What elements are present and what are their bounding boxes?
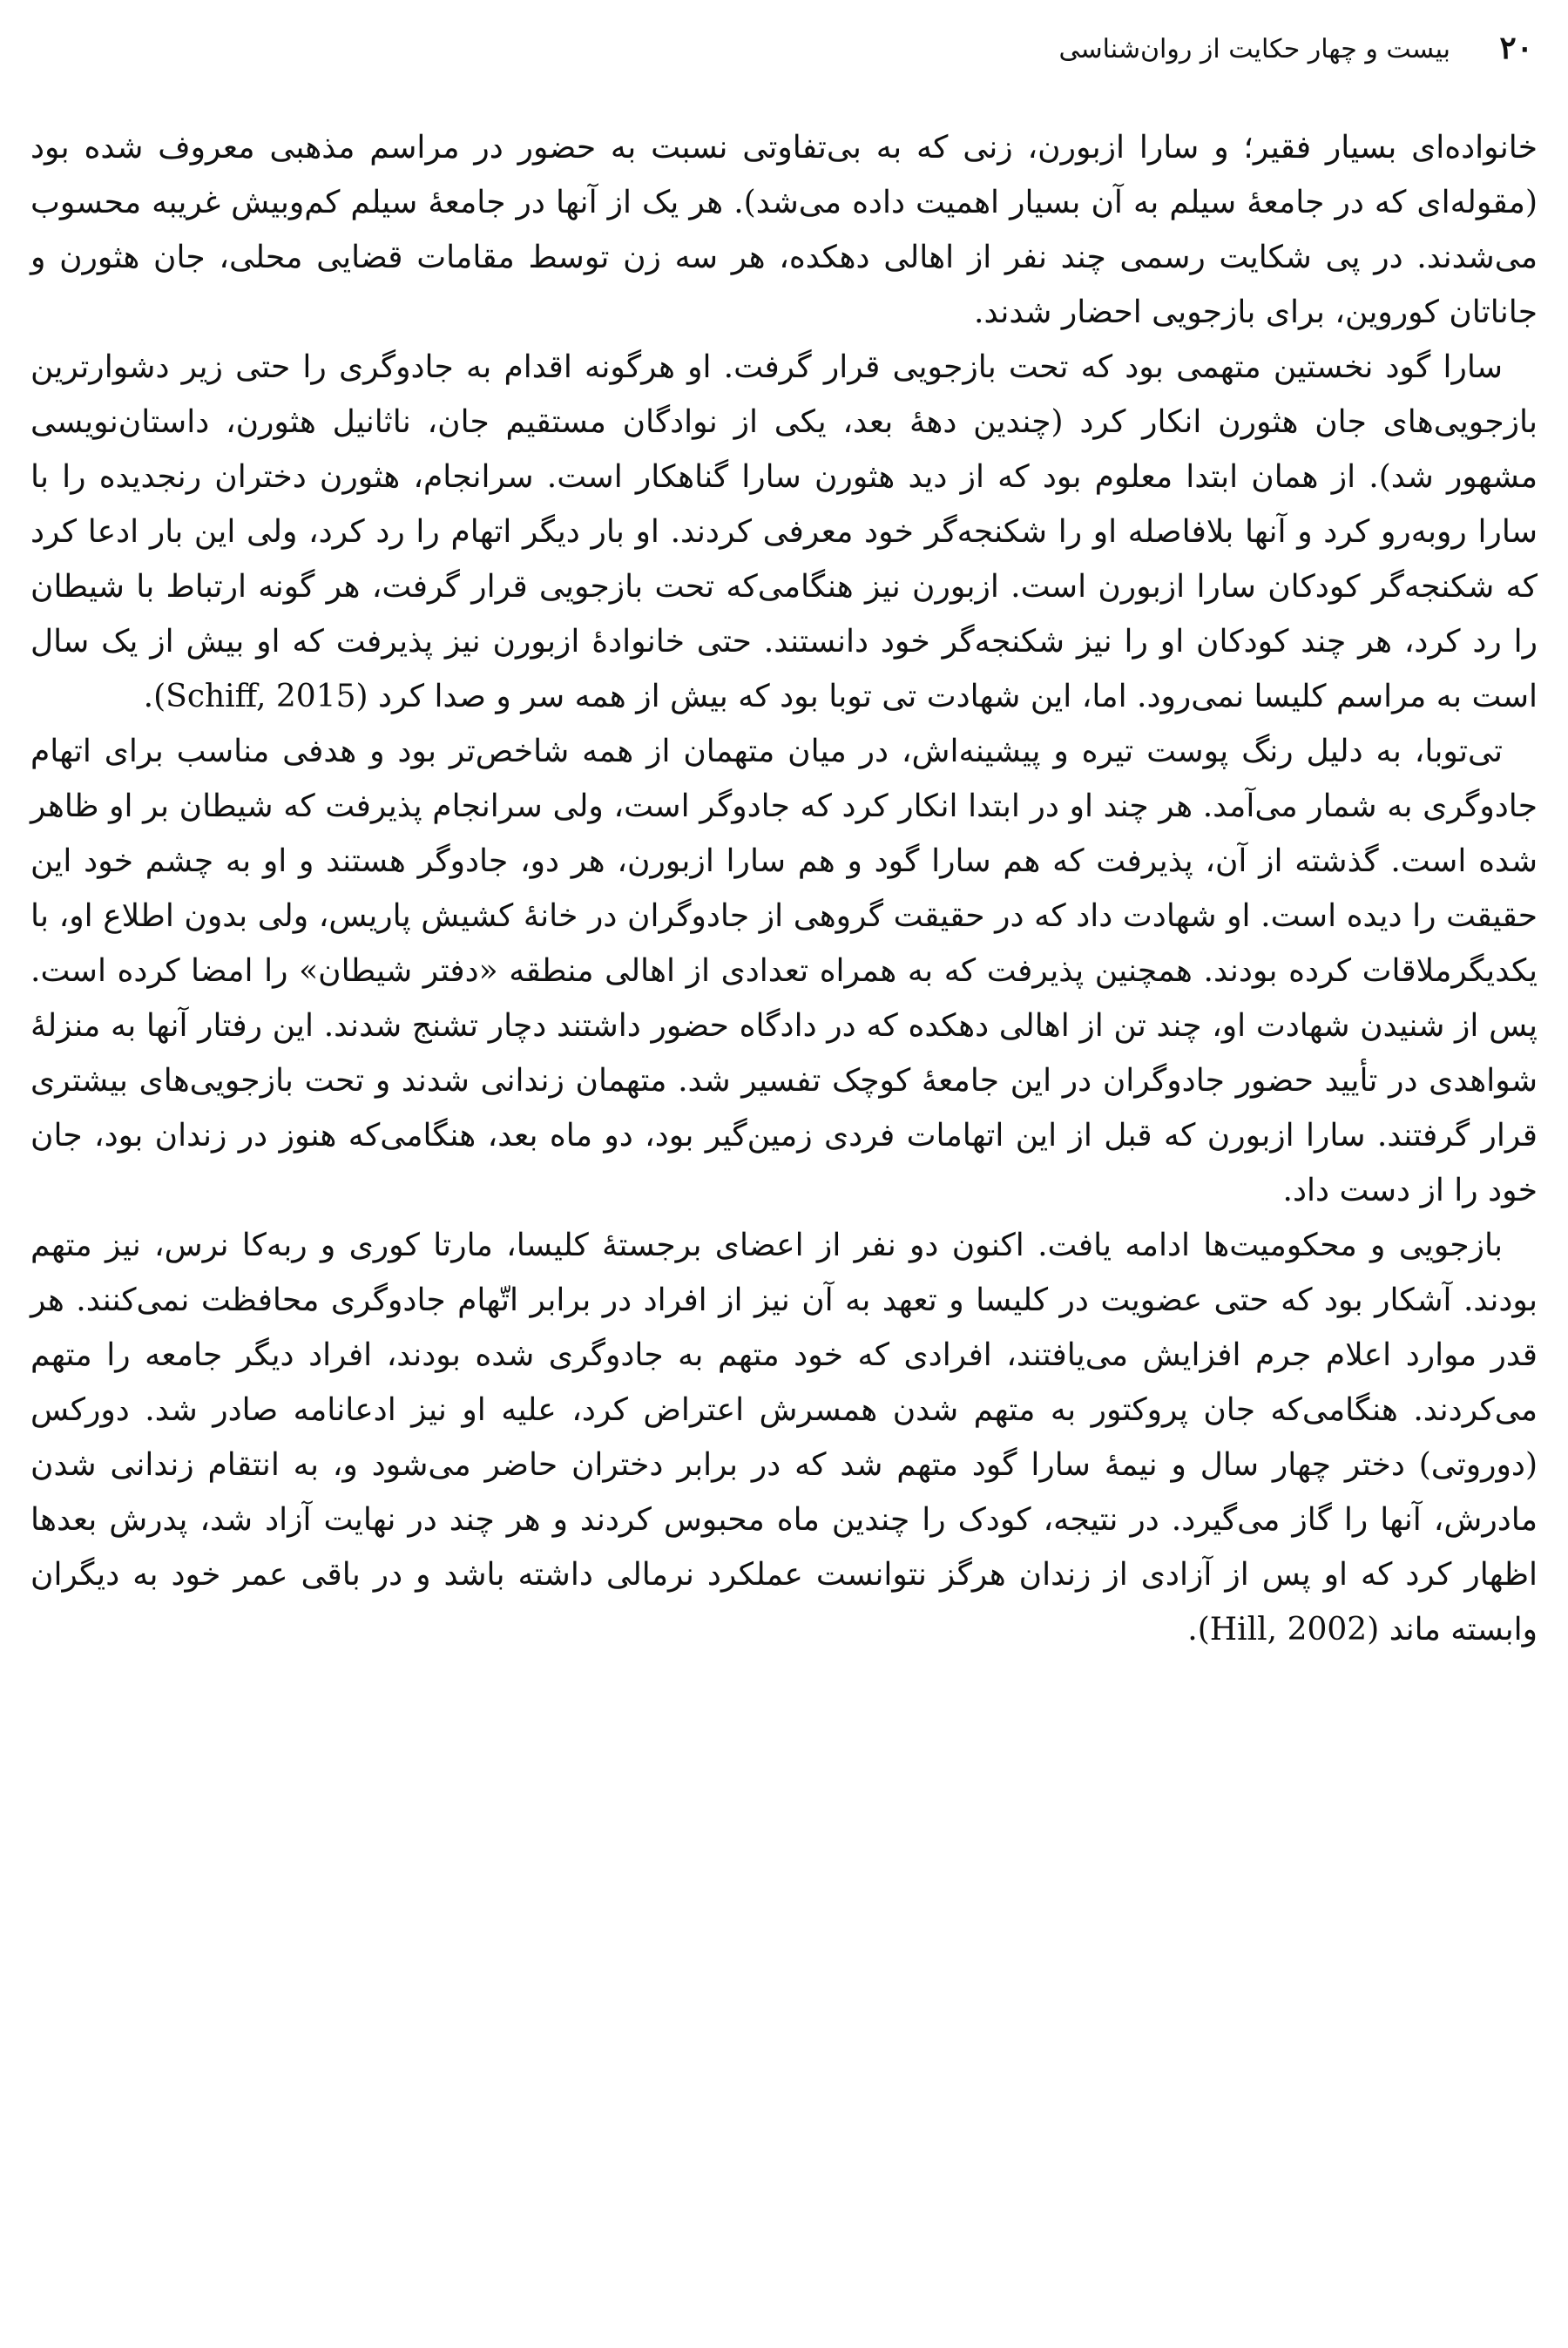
running-header [35,26,1533,70]
paragraph: خانواده‌ای بسیار فقیر؛ و سارا ازبورن، زنی که به بی‌تفاوتی نسبت به حضور در مراسم مذهبی معروف شده بود (مقوله‌ای که در جامعهٔ سیلم به آن بسیار اهمیت داده می‌شد). هر یک از آنها در جامعهٔ سیلم کم‌وبیش غریبه محسوب می‌شدند. در پی شکایت رسمی چند نفر از اهالی دهکده، هر سه زن توسط مقامات قضایی محلی، جان هثورن و جاناتان کوروین، برای بازجویی احضار شدند. [30,130,1538,330]
paragraph: بازجویی و محکومیت‌ها ادامه یافت. اکنون دو نفر از اعضای برجستهٔ کلیسا، مارتا کوری و ربه‌کا نرس، نیز متهم بودند. آشکار بود که حتی عضویت در کلیسا و تعهد به آن نیز از افراد در برابر اتّهام جادوگری محافظت نمی‌کنند. هر قدر موارد اعلام جرم افزایش می‌یافتند، افرادی که خود متهم به جادوگری شده بودند، افراد دیگر جامعه را متهم می‌کردند. هنگامی‌که جان پروکتور به متهم شدن همسرش اعتراض کرد، علیه او نیز ادعانامه صادر شد. دورکس (دوروتی) دختر چهار سال و نیمهٔ سارا گود متهم شد که در برابر دختران حاضر می‌شود و، به انتقام زندانی شدن مادرش، آنها را گاز می‌گیرد. در نتیجه، کودک را چندین ماه محبوس کردند و هر چند در نهایت آزاد شد، پدرش بعدها اظهار کرد که او پس از آزادی از زندان هرگز نتوانست عملکرد نرمالی داشته باشد و در باقی عمر خود به دیگران وابسته ماند (Hill, 2002). [30,1228,1538,1648]
body-text [30,120,1538,1657]
paragraph: سارا گود نخستین متهمی بود که تحت بازجویی قرار گرفت. او هرگونه اقدام به جادوگری را حتی زیر دشوارترین بازجویی‌های جان هثورن انکار کرد (چندین دههٔ بعد، یکی از نوادگان مستقیم جان، ناثانیل هثورن، داستان‌نویسی مشهور شد). از همان ابتدا معلوم بود که از دید هثورن سارا گناهکار است. سرانجام، هثورن دختران رنجدیده را با سارا روبه‌رو کرد و آنها بلافاصله او را شکنجه‌گر خود معرفی کردند. او بار دیگر اتهام را رد کرد، ولی این بار ادعا کرد که شکنجه‌گر کودکان سارا ازبورن است. ازبورن نیز هنگامی‌که تحت بازجویی قرار گرفت، هر گونه ارتباط با شیطان را رد کرد، هر چند کودکان او را نیز شکنجه‌گر خود دانستند. حتی خانوادهٔ ازبورن نیز پذیرفت که او بیش از یک سال است به مراسم کلیسا نمی‌رود. اما، این شهادت تی توبا بود که بیش از همه سر و صدا کرد (Schiff, 2015). [30,349,1538,714]
page-number: ۲۰ [1499,30,1533,66]
book-title: بیست و چهار حکایت از روان‌شناسی [1058,34,1450,64]
paragraph: تی‌توبا، به دلیل رنگ پوست تیره و پیشینه‌اش، در میان متهمان از همه شاخص‌تر بود و هدفی مناسب برای اتهام جادوگری به شمار می‌آمد. هر چند او در ابتدا انکار کرد که جادوگر است، ولی سرانجام پذیرفت که شیطان بر او ظاهر شده است. گذشته از آن، پذیرفت که هم سارا گود و هم سارا ازبورن، هر دو، جادوگر هستند و او به چشم خود این حقیقت را دیده است. او شهادت داد که در حقیقت گروهی از جادوگران در خانهٔ کشیش پاریس، ولی بدون اطلاع او، با یکدیگرملاقات کرده بودند. همچنین پذیرفت که به همراه تعدادی از اهالی منطقه «دفتر شیطان» را امضا کرده است. پس از شنیدن شهادت او، چند تن از اهالی دهکده که در دادگاه حضور داشتند دچار تشنج شدند. این رفتار آنها به منزلهٔ شواهدی در تأیید حضور جادوگران در این جامعهٔ کوچک تفسیر شد. متهمان زندانی شدند و تحت بازجویی‌های بیشتری قرار گرفتند. سارا ازبورن که قبل از این اتهامات فردی زمین‌گیر بود، دو ماه بعد، هنگامی‌که هنوز در زندان بود، جان خود را از دست داد. [30,734,1538,1208]
